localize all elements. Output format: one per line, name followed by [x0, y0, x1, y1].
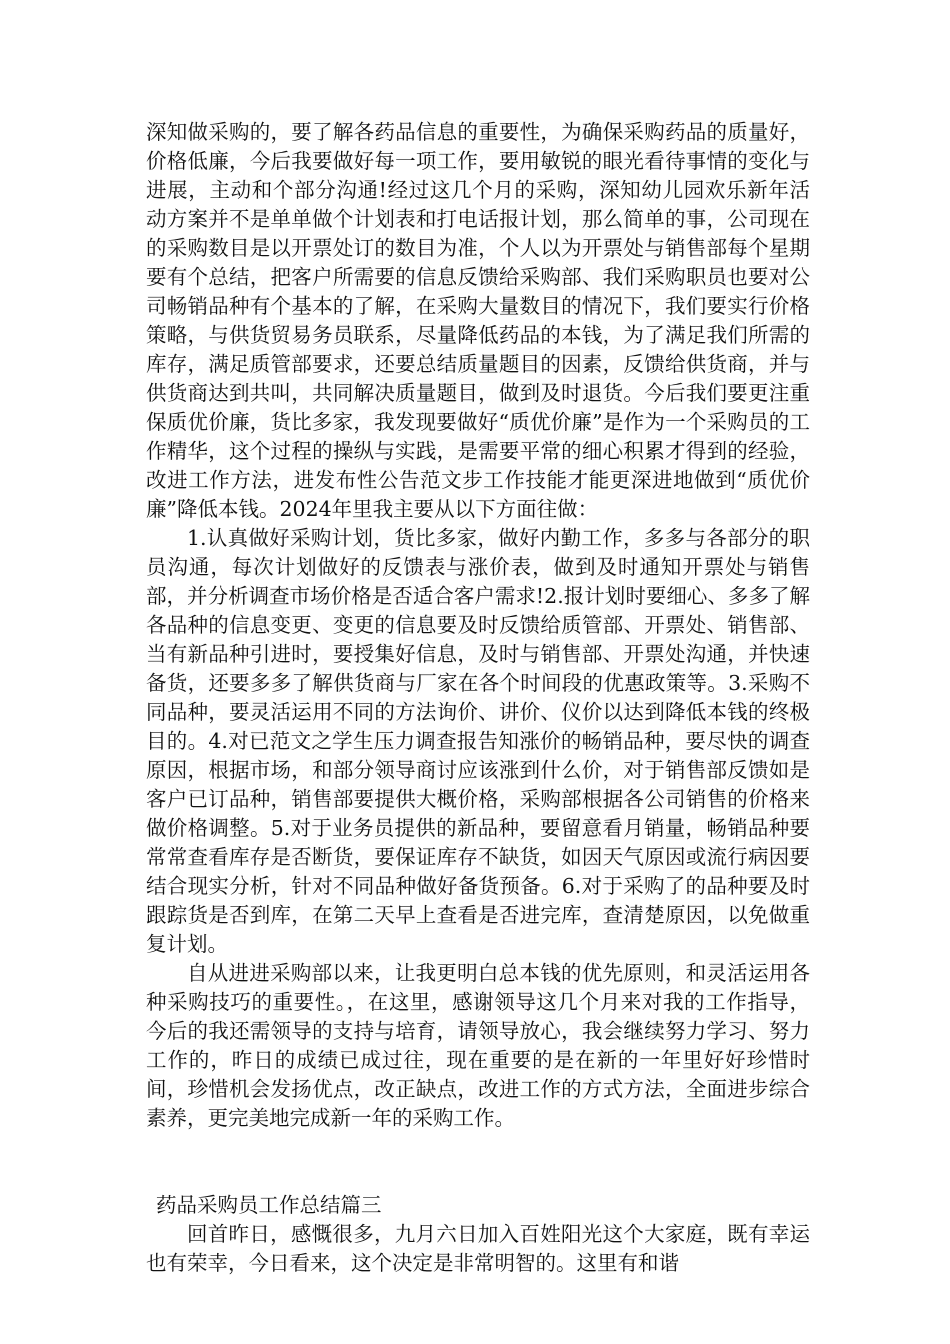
section-spacer: [146, 1133, 810, 1191]
paragraph-work-plan-list: 1.认真做好采购计划，货比多家，做好内勤工作，多多与各部分的职员沟通，每次计划做好的反馈表与涨价表，做到及时通知开票处与销售部，并分析调查市场价格是否适合客户需求!2.报计划时要细心、多多了解各品种的信息变更、变更的信息要及时反馈给质管部、开票处、销售部、当有新品种引进时，要授集好信息，及时与销售部、开票处沟通，并快速备货，还要多多了解供货商与厂家在各个时间段的优惠政策等。3.采购不同品种，要灵活运用不同的方法询价、讲价、仪价以达到降低本钱的终极目的。4.对已范文之学生压力调查报告知涨价的畅销品种，要尽快的调查原因，根据市场，和部分领导商讨应该涨到什么价，对于销售部反馈如是客户已订品种，销售部要提供大概价格，采购部根据各公司销售的价格来做价格调整。5.对于业务员提供的新品种，要留意看月销量，畅销品种要常常查看库存是否断货，要保证库存不缺货，如因天气原因或流行病因要结合现实分析，针对不同品种做好备货预备。6.对于采购了的品种要及时跟踪货是否到库，在第二天早上查看是否进完库，查清楚原因，以免做重复计划。: [146, 526, 810, 956]
document-body: [146, 118, 810, 1278]
paragraph-section-three-intro: 回首昨日，感慨很多，九月六日加入百姓阳光这个大家庭，既有幸运也有荣幸，今日看来，这个决定是非常明智的。这里有和谐: [146, 1222, 810, 1275]
section-heading: 药品采购员工作总结篇三: [156, 1193, 382, 1217]
paragraph-procurement-experience: 深知做采购的，要了解各药品信息的重要性，为确保采购药品的质量好，价格低廉，今后我要做好每一项工作，要用敏锐的眼光看待事情的变化与进展，主动和个部分沟通!经过这几个月的采购，深知幼儿园欢乐新年活动方案并不是单单做个计划表和打电话报计划，那么简单的事，公司现在的采购数目是以开票处订的数目为准，个人以为开票处与销售部每个星期要有个总结，把客户所需要的信息反馈给采购部、我们采购职员也要对公司畅销品种有个基本的了解，在采购大量数目的情况下，我们要实行价格策略，与供货贸易务员联系，尽量降低药品的本钱，为了满足我们所需的库存，满足质管部要求，还要总结质量题目的因素，反馈给供货商，并与供货商达到共叫，共同解决质量题目，做到及时退货。今后我们要更注重保质优价廉，货比多家，我发现要做好“质优价廉”是作为一个采购员的工作精华，这个过程的操纵与实践，是需要平常的细心积累才得到的经验，改进工作方法，进发布性公告范文步工作技能才能更深进地做到“质优价廉”降低本钱。2024年里我主要从以下方面往做：: [146, 120, 810, 521]
paragraph-closing-thanks: 自从进进采购部以来，让我更明白总本钱的优先原则，和灵活运用各种采购技巧的重要性。，在这里，感谢领导这几个月来对我的工作指导，今后的我还需领导的支持与培育，请领导放心，我会继续努力学习、努力工作的，昨日的成绩已成过往，现在重要的是在新的一年里好好珍惜时间，珍惜机会发扬优点，改正缺点，改进工作的方式方法，全面进步综合素养，更完美地完成新一年的采购工作。: [146, 961, 810, 1130]
